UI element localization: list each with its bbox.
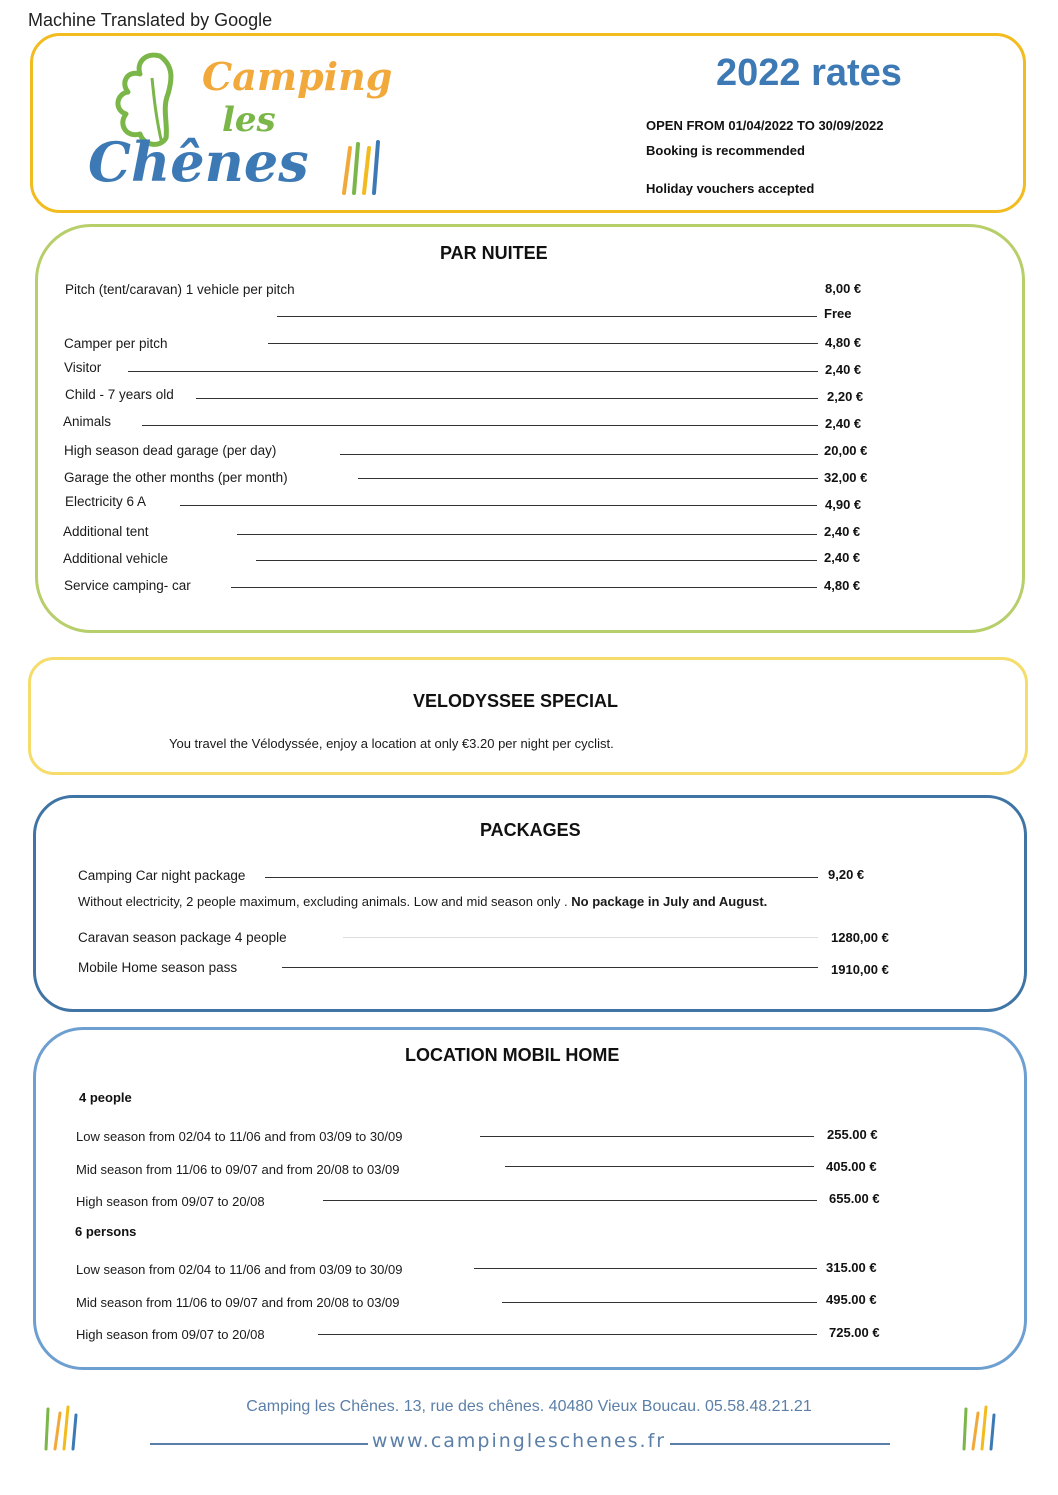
leader-line	[237, 534, 817, 535]
rate-price: 20,00 €	[824, 443, 868, 458]
season-price: 725.00 €	[829, 1325, 880, 1340]
rate-label: High season dead garage (per day)	[64, 443, 277, 458]
rate-price: 2,40 €	[824, 524, 861, 539]
leader-line	[196, 398, 818, 399]
package-price: 1280,00 €	[831, 930, 889, 945]
package-label: Caravan season package 4 people	[78, 930, 287, 945]
season-label: High season from 09/07 to 20/08	[76, 1327, 265, 1342]
leader-line	[323, 1200, 817, 1201]
leader-line	[268, 343, 818, 344]
logo-chenes: Chênes	[88, 130, 309, 194]
leader-line	[256, 560, 817, 561]
footer-website-link[interactable]: www.campingleschenes.fr	[371, 1430, 667, 1452]
vouchers-note: Holiday vouchers accepted	[646, 181, 815, 196]
package-label: Mobile Home season pass	[78, 960, 238, 975]
rate-label: Camper per pitch	[64, 336, 168, 351]
package-note-bold: No package in July and August.	[571, 894, 768, 909]
section-title-par-nuitee: PAR NUITEE	[440, 243, 548, 263]
season-price: 495.00 €	[826, 1292, 877, 1307]
rate-price: 2,40 €	[824, 550, 861, 565]
section-title-packages: PACKAGES	[480, 820, 581, 840]
season-price: 255.00 €	[827, 1127, 878, 1142]
velodyssee-text: You travel the Vélodyssée, enjoy a location at only €3.20 per night per cyclist.	[169, 736, 614, 751]
package-note	[78, 894, 767, 909]
leader-line	[265, 877, 818, 878]
rate-price: 4,90 €	[825, 497, 862, 512]
group-heading-6-persons: 6 persons	[75, 1224, 137, 1239]
rate-label: Additional tent	[63, 524, 149, 539]
rate-label: Additional vehicle	[63, 551, 169, 566]
footer-divider	[670, 1443, 890, 1445]
rate-label: Visitor	[64, 360, 102, 375]
rate-label: Service camping- car	[64, 578, 191, 593]
season-price: 655.00 €	[829, 1191, 880, 1206]
rate-price: 8,00 €	[825, 281, 862, 296]
leader-line	[502, 1302, 817, 1303]
season-label: Low season from 02/04 to 11/06 and from 03/09 to 30/09	[76, 1129, 403, 1144]
rate-price: 2,20 €	[827, 389, 864, 404]
season-price: 315.00 €	[826, 1260, 877, 1275]
section-title-mobil-home: LOCATION MOBIL HOME	[405, 1045, 620, 1065]
leader-line	[340, 454, 818, 455]
camping-les-chenes-logo	[82, 48, 402, 198]
logo-les: les	[222, 100, 276, 140]
opening-dates: OPEN FROM 01/04/2022 TO 30/09/2022	[646, 118, 884, 133]
leader-line	[142, 425, 818, 426]
leader-line	[318, 1334, 817, 1335]
leader-line	[128, 371, 818, 372]
leader-line	[480, 1136, 814, 1137]
leader-line	[474, 1268, 817, 1269]
rate-label: Electricity 6 A	[65, 494, 147, 509]
package-price: 1910,00 €	[831, 962, 889, 977]
package-price: 9,20 €	[828, 867, 865, 882]
rate-label: Garage the other months (per month)	[64, 470, 288, 485]
rate-price: 2,40 €	[825, 416, 862, 431]
leader-line	[505, 1166, 814, 1167]
package-note-text: Without electricity, 2 people maximum, excluding animals. Low and mid season only .	[78, 894, 572, 909]
section-title-velodyssee: VELODYSSEE SPECIAL	[413, 691, 619, 711]
leader-line	[282, 967, 818, 968]
rate-price: 2,40 €	[825, 362, 862, 377]
season-label: High season from 09/07 to 20/08	[76, 1194, 265, 1209]
rate-price: 32,00 €	[824, 470, 868, 485]
rate-label: Child - 7 years old	[65, 387, 174, 402]
velodyssee-box	[28, 657, 1028, 775]
booking-note: Booking is recommended	[646, 143, 805, 158]
rate-price: Free	[824, 306, 852, 321]
package-label: Camping Car night package	[78, 868, 246, 883]
rate-price: 4,80 €	[825, 335, 862, 350]
season-label: Low season from 02/04 to 11/06 and from 03/09 to 30/09	[76, 1262, 403, 1277]
rate-label: Animals	[63, 414, 112, 429]
leader-line	[180, 505, 817, 506]
leader-line	[343, 937, 818, 938]
season-label: Mid season from 11/06 to 09/07 and from 20/08 to 03/09	[76, 1295, 400, 1310]
page-title: 2022 rates	[716, 52, 902, 94]
leader-line	[231, 587, 817, 588]
group-heading-4-people: 4 people	[79, 1090, 132, 1105]
footer-address: Camping les Chênes. 13, rue des chênes. 40480 Vieux Boucau. 05.58.48.21.21	[246, 1398, 812, 1415]
leader-line	[277, 316, 817, 317]
rate-price: 4,80 €	[824, 578, 861, 593]
rate-label: Pitch (tent/caravan) 1 vehicle per pitch	[65, 282, 295, 297]
leader-line	[358, 478, 818, 479]
logo-camping: Camping	[202, 54, 393, 99]
season-price: 405.00 €	[826, 1159, 877, 1174]
machine-translated-banner: Machine Translated by Google	[28, 10, 273, 30]
season-label: Mid season from 11/06 to 09/07 and from 20/08 to 03/09	[76, 1162, 400, 1177]
